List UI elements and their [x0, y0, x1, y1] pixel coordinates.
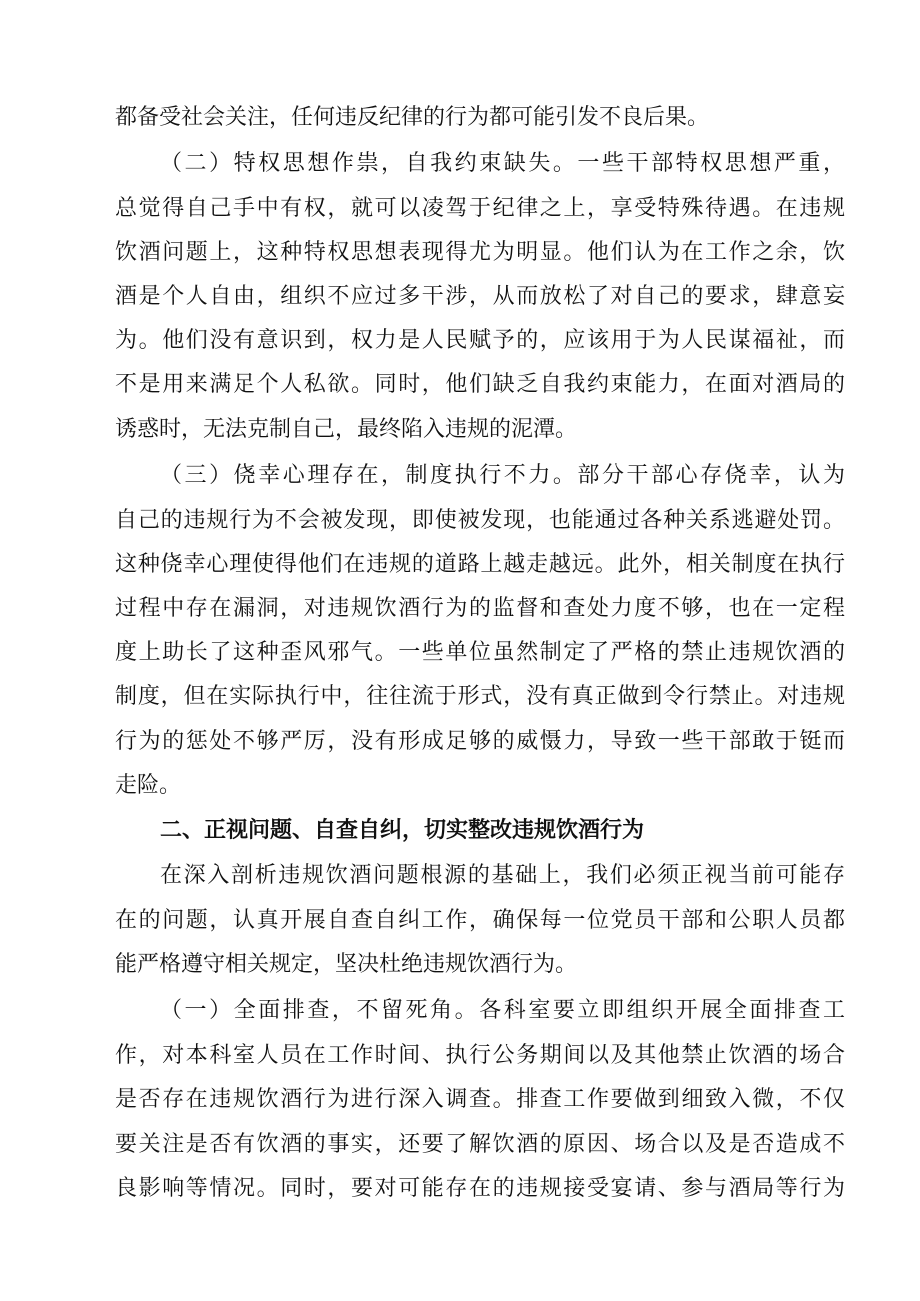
text-line: 都备受社会关注，任何违反纪律的行为都可能引发不良后果。	[115, 105, 710, 130]
text-line: 走险。	[115, 773, 182, 798]
text-line: 良影响等情况。同时，要对可能存在的违规接受宴请、参与酒局等行为	[115, 1176, 845, 1201]
text-line: （三）侥幸心理存在，制度执行不力。部分干部心存侥幸，认为	[160, 463, 845, 488]
text-line: 行为的惩处不够严厉，没有形成足够的威慑力，导致一些干部敢于铤而	[115, 729, 845, 754]
text-line: 在深入剖析违规饮酒问题根源的基础上，我们必须正视当前可能存	[160, 863, 845, 888]
text-line: 总觉得自己手中有权，就可以凌驾于纪律之上，享受特殊待遇。在违规	[115, 196, 845, 221]
text-line: 在的问题，认真开展自查自纠工作，确保每一位党员干部和公职人员都	[115, 908, 845, 933]
text-line: 这种侥幸心理使得他们在违规的道路上越走越远。此外，相关制度在执行	[115, 552, 845, 577]
text-line: 要关注是否有饮酒的事实，还要了解饮酒的原因、场合以及是否造成不	[115, 1132, 845, 1157]
text-line: 不是用来满足个人私欲。同时，他们缺乏自我约束能力，在面对酒局的	[115, 372, 845, 397]
text-line: （二）特权思想作祟，自我约束缺失。一些干部特权思想严重，	[160, 151, 845, 176]
text-line: 为。他们没有意识到，权力是人民赋予的，应该用于为人民谋福祉，而	[115, 328, 845, 353]
text-line: 度上助长了这种歪风邪气。一些单位虽然制定了严格的禁止违规饮酒的	[115, 640, 845, 665]
text-line: 酒是个人自由，组织不应过多干涉，从而放松了对自己的要求，肆意妄	[115, 284, 845, 309]
text-line: 是否存在违规饮酒行为进行深入调查。排查工作要做到细致入微，不仅	[115, 1087, 845, 1112]
text-line: 作，对本科室人员在工作时间、执行公务期间以及其他禁止饮酒的场合	[115, 1043, 845, 1068]
section-heading: 二、正视问题、自查自纠，切实整改违规饮酒行为	[160, 818, 645, 843]
text-line: 制度，但在实际执行中，往往流于形式，没有真正做到令行禁止。对违规	[115, 684, 845, 709]
text-line: 饮酒问题上，这种特权思想表现得尤为明显。他们认为在工作之余，饮	[115, 240, 845, 265]
text-line: 自己的违规行为不会被发现，即使被发现，也能通过各种关系逃避处罚。	[115, 508, 845, 533]
text-line: （一）全面排查，不留死角。各科室要立即组织开展全面排查工	[160, 998, 845, 1023]
text-line: 过程中存在漏洞，对违规饮酒行为的监督和查处力度不够，也在一定程	[115, 596, 845, 621]
text-line: 能严格遵守相关规定，坚决杜绝违规饮酒行为。	[115, 952, 578, 977]
text-line: 诱惑时，无法克制自己，最终陷入违规的泥潭。	[115, 417, 578, 442]
